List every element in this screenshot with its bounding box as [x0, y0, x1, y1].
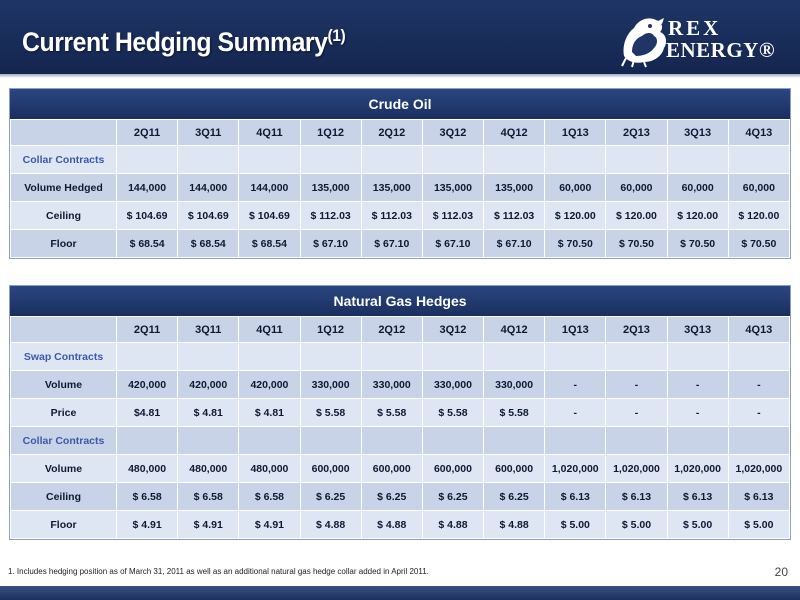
table-cell: $ 112.03	[300, 202, 361, 230]
table-cell: $ 6.25	[300, 483, 361, 511]
table-cell: $ 6.13	[545, 483, 606, 511]
table-cell: 135,000	[361, 174, 422, 202]
slide-header	[0, 0, 800, 74]
table-cell	[545, 146, 606, 174]
table-cell: 600,000	[484, 455, 545, 483]
footnote: 1. Includes hedging position as of March 31, 2011 as well as an additional natural gas hedge collar added in April 2011.	[8, 567, 429, 576]
table-cell: $ 112.03	[361, 202, 422, 230]
table-cell	[422, 427, 483, 455]
header-corner-cell	[11, 317, 117, 343]
table-cell	[178, 343, 239, 371]
table-cell: $ 67.10	[361, 230, 422, 258]
table-cell: 330,000	[484, 371, 545, 399]
table-cell: 1,020,000	[545, 455, 606, 483]
table-cell	[178, 427, 239, 455]
table-cell: $ 5.58	[300, 399, 361, 427]
table-cell	[361, 427, 422, 455]
natural-gas-section	[9, 285, 791, 540]
table-cell: $ 70.50	[728, 230, 789, 258]
table-row	[11, 399, 790, 427]
table-row	[11, 174, 790, 202]
table-cell: 60,000	[545, 174, 606, 202]
table-cell: $ 6.58	[178, 483, 239, 511]
table-cell: 60,000	[728, 174, 789, 202]
table-cell: $ 4.91	[178, 511, 239, 539]
table-cell: 420,000	[239, 371, 300, 399]
crude-oil-table	[10, 119, 790, 258]
table-cell	[667, 427, 728, 455]
table-cell: $ 68.54	[117, 230, 178, 258]
table-cell	[484, 146, 545, 174]
table-cell: $ 67.10	[300, 230, 361, 258]
table-cell: -	[606, 399, 667, 427]
logo-text-rex: REX	[668, 16, 722, 40]
rex-dinosaur-logo-icon	[618, 12, 672, 68]
table-cell	[545, 427, 606, 455]
column-header: 4Q11	[239, 120, 300, 146]
table-cell	[361, 343, 422, 371]
table-cell	[606, 343, 667, 371]
table-cell	[300, 343, 361, 371]
table-row	[11, 230, 790, 258]
table-cell: $ 4.88	[361, 511, 422, 539]
table-cell	[728, 146, 789, 174]
table-cell	[117, 146, 178, 174]
table-cell: $ 6.13	[667, 483, 728, 511]
table-cell	[361, 146, 422, 174]
table-cell	[300, 146, 361, 174]
table-cell: $ 70.50	[545, 230, 606, 258]
table-cell	[545, 343, 606, 371]
table-cell	[300, 427, 361, 455]
column-header: 3Q13	[667, 120, 728, 146]
section-subheading: Swap Contracts	[11, 343, 117, 371]
table-cell: 420,000	[117, 371, 178, 399]
table-cell: 1,020,000	[728, 455, 789, 483]
table-cell: 330,000	[300, 371, 361, 399]
table-cell: 330,000	[361, 371, 422, 399]
column-header: 1Q13	[545, 120, 606, 146]
table-cell: $ 104.69	[239, 202, 300, 230]
table-cell: -	[545, 399, 606, 427]
row-label: Volume	[11, 455, 117, 483]
natural-gas-header-row	[11, 317, 790, 343]
header-divider	[0, 74, 800, 78]
table-cell: $ 6.13	[606, 483, 667, 511]
table-row	[11, 483, 790, 511]
column-header: 3Q12	[422, 317, 483, 343]
column-header: 4Q13	[728, 317, 789, 343]
table-cell: $ 6.25	[484, 483, 545, 511]
table-cell: $ 6.58	[117, 483, 178, 511]
table-cell: $ 104.69	[117, 202, 178, 230]
column-header: 3Q13	[667, 317, 728, 343]
table-cell: $ 4.88	[300, 511, 361, 539]
rex-energy-logo	[618, 12, 788, 68]
table-cell	[178, 146, 239, 174]
table-row	[11, 343, 790, 371]
table-cell	[728, 427, 789, 455]
table-cell: $ 112.03	[422, 202, 483, 230]
table-row	[11, 371, 790, 399]
slide-title: Current Hedging Summary$^{(1)}$	[22, 26, 346, 57]
table-cell: $ 5.00	[606, 511, 667, 539]
table-cell: 144,000	[117, 174, 178, 202]
table-cell: -	[728, 399, 789, 427]
table-cell: $ 5.58	[361, 399, 422, 427]
table-cell: 144,000	[239, 174, 300, 202]
crude-oil-section	[9, 88, 791, 259]
table-cell	[422, 343, 483, 371]
table-cell: $ 4.81	[178, 399, 239, 427]
header-corner-cell	[11, 120, 117, 146]
table-cell: $4.81	[117, 399, 178, 427]
row-label: Floor	[11, 511, 117, 539]
section-subheading: Collar Contracts	[11, 427, 117, 455]
table-cell	[484, 427, 545, 455]
table-cell: $ 5.00	[545, 511, 606, 539]
crude-oil-header-row	[11, 120, 790, 146]
table-cell: $ 5.58	[484, 399, 545, 427]
table-cell: 480,000	[117, 455, 178, 483]
table-cell: $ 5.00	[667, 511, 728, 539]
table-cell: $ 6.25	[361, 483, 422, 511]
table-cell: $ 4.88	[422, 511, 483, 539]
row-label: Ceiling	[11, 202, 117, 230]
table-cell: -	[667, 399, 728, 427]
crude-oil-title: Crude Oil	[10, 89, 790, 119]
table-cell: $ 4.88	[484, 511, 545, 539]
column-header: 4Q11	[239, 317, 300, 343]
column-header: 4Q12	[484, 317, 545, 343]
column-header: 3Q12	[422, 120, 483, 146]
section-subheading: Collar Contracts	[11, 146, 117, 174]
table-cell: 480,000	[178, 455, 239, 483]
table-cell: 1,020,000	[606, 455, 667, 483]
table-cell: $ 6.25	[422, 483, 483, 511]
table-cell	[117, 343, 178, 371]
table-cell: $ 70.50	[667, 230, 728, 258]
table-cell: $ 4.91	[117, 511, 178, 539]
table-row	[11, 427, 790, 455]
natural-gas-table	[10, 316, 790, 539]
table-cell: $ 4.81	[239, 399, 300, 427]
table-cell: 420,000	[178, 371, 239, 399]
bottom-bar	[0, 586, 800, 600]
table-cell: 144,000	[178, 174, 239, 202]
table-cell	[239, 343, 300, 371]
table-cell: $ 112.03	[484, 202, 545, 230]
table-cell: $ 68.54	[178, 230, 239, 258]
table-cell	[728, 343, 789, 371]
natural-gas-title: Natural Gas Hedges	[10, 286, 790, 316]
table-row	[11, 202, 790, 230]
column-header: 3Q11	[178, 120, 239, 146]
table-cell: $ 70.50	[606, 230, 667, 258]
column-header: 1Q13	[545, 317, 606, 343]
table-cell: 135,000	[422, 174, 483, 202]
logo-text-energy: ENERGY®	[666, 38, 776, 62]
column-header: 4Q13	[728, 120, 789, 146]
table-cell: 1,020,000	[667, 455, 728, 483]
column-header: 1Q12	[300, 317, 361, 343]
table-cell: $ 67.10	[484, 230, 545, 258]
table-cell: 135,000	[300, 174, 361, 202]
table-cell: 60,000	[606, 174, 667, 202]
table-row	[11, 455, 790, 483]
table-row	[11, 511, 790, 539]
table-cell: $ 120.00	[606, 202, 667, 230]
table-cell: $ 6.13	[728, 483, 789, 511]
table-cell: $ 5.58	[422, 399, 483, 427]
column-header: 2Q11	[117, 120, 178, 146]
table-cell: $ 5.00	[728, 511, 789, 539]
table-cell: $ 120.00	[667, 202, 728, 230]
column-header: 3Q11	[178, 317, 239, 343]
table-cell: 135,000	[484, 174, 545, 202]
table-cell: $ 104.69	[178, 202, 239, 230]
table-cell: -	[606, 371, 667, 399]
row-label: Floor	[11, 230, 117, 258]
column-header: 2Q11	[117, 317, 178, 343]
row-label: Volume Hedged	[11, 174, 117, 202]
table-cell	[239, 427, 300, 455]
table-cell: 600,000	[361, 455, 422, 483]
table-cell: $ 120.00	[545, 202, 606, 230]
table-cell	[667, 146, 728, 174]
table-cell	[606, 427, 667, 455]
table-cell: $ 67.10	[422, 230, 483, 258]
table-cell: -	[728, 371, 789, 399]
table-cell: -	[667, 371, 728, 399]
column-header: 2Q13	[606, 317, 667, 343]
table-cell: $ 68.54	[239, 230, 300, 258]
table-cell	[484, 343, 545, 371]
table-row	[11, 146, 790, 174]
table-cell: 60,000	[667, 174, 728, 202]
row-label: Volume	[11, 371, 117, 399]
table-cell: -	[545, 371, 606, 399]
column-header: 2Q13	[606, 120, 667, 146]
column-header: 2Q12	[361, 120, 422, 146]
table-cell	[117, 427, 178, 455]
column-header: 2Q12	[361, 317, 422, 343]
table-cell	[606, 146, 667, 174]
title-footnote-marker: (1)	[327, 26, 346, 45]
row-label: Price	[11, 399, 117, 427]
table-cell	[422, 146, 483, 174]
row-label: Ceiling	[11, 483, 117, 511]
table-cell: 600,000	[422, 455, 483, 483]
table-cell	[239, 146, 300, 174]
table-cell	[667, 343, 728, 371]
column-header: 4Q12	[484, 120, 545, 146]
table-cell: $ 120.00	[728, 202, 789, 230]
column-header: 1Q12	[300, 120, 361, 146]
page-number: 20	[774, 565, 788, 579]
table-cell: 600,000	[300, 455, 361, 483]
table-cell: 480,000	[239, 455, 300, 483]
table-cell: $ 6.58	[239, 483, 300, 511]
table-cell: 330,000	[422, 371, 483, 399]
table-cell: $ 4.91	[239, 511, 300, 539]
